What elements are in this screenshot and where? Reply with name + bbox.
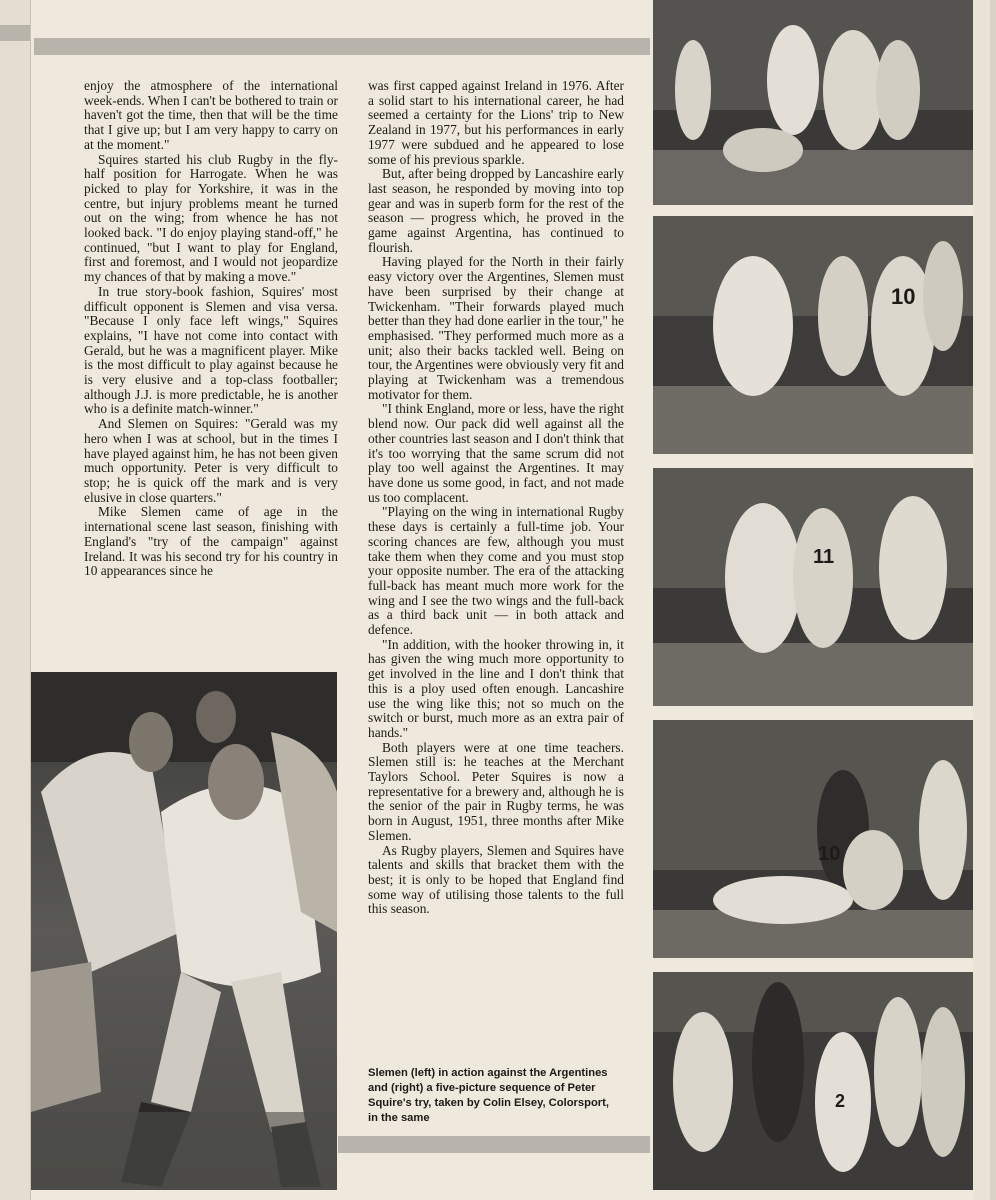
paragraph: enjoy the atmosphere of the international week-ends. When I can't be bothered to train or haven't got the time, then that will be the time that I give up; but I am very happy to carry on at the moment." <box>84 78 338 152</box>
paragraph: Both players were at one time teachers. Slemen still is: he teaches at the Merchant Taylors School. Peter Squires is now a representative for a brewery and, although he is the senior of the pair in Rugby terms, he was born in August, 1951, three months after Mike Slemen. <box>368 739 624 843</box>
sequence-photo-3 <box>653 468 973 706</box>
sequence-photo-1 <box>653 0 973 205</box>
paragraph: "In addition, with the hooker throwing in, it has given the wing much more opportunity to get involved in the line and I don't think that this is a ploy used often enough. Lancashire use the wing like this; not so much on the switch or burst, much more as an extra pair of hands." <box>368 636 624 740</box>
paragraph: "Playing on the wing in international Rugby these days is certainly a full-time job. Your scoring chances are few, although you must take them when they come and you must stop your opposite number. The era of the attacking full-back has meant much more work for the wing and I see the two wings and the full-back as a third back unit — in both attack and defence. <box>368 504 624 638</box>
paragraph: In true story-book fashion, Squires' most difficult opponent is Slemen and visa versa. "Because I only face left wings," Squires explains, "I have not come into contact with Gerald, but he was a magnificent player. Mike is the most difficult to play against because he is very elusive and a top-class footballer; although J.J. is more predictable, he is another who is a definite match-winner." <box>84 283 338 417</box>
sequence-photo-4-image <box>653 720 973 958</box>
paragraph: "I think England, more or less, have the right blend now. Our pack did well against all the other countries last season and I don't think that it's too worrying that the same scrum did not play too well against the Argentines. It may have done us some good, in fact, and not made us too complacent. <box>368 401 624 505</box>
paragraph: Having played for the North in their fairly easy victory over the Argentines, Slemen must have been surprised by their change at Twickenham. "Their forwards played much better than they had done earlier in the tour," he emphasised. "They performed much more as a unit; also their backs tackled well. Being on tour, the Argentines were obviously very fit and playing at Twickenham was a tremendous motivator for them. <box>368 254 624 402</box>
photo-slemen-image <box>31 672 337 1190</box>
article-column-2 <box>368 79 624 917</box>
sequence-photo-3-image <box>653 468 973 706</box>
paragraph: Squires started his club Rugby in the fly-half position for Harrogate. When he was picked to play for Yorkshire, it was in the centre, but injury problems meant he turned out on the wing; from whence he has not looked back. "I do enjoy playing stand-off," he continued, "but I want to play for England, first and foremost, and I would not jeopardize my chances of that by making a move." <box>84 151 338 285</box>
photo-slemen-action <box>31 672 337 1190</box>
sequence-photo-4 <box>653 720 973 958</box>
photo-caption: Slemen (left) in action against the Argentines and (right) a five-picture sequence of Peter Squire's try, taken by Colin Elsey, Colorsport, in the same <box>368 1067 609 1124</box>
paragraph: But, after being dropped by Lancashire early last season, he responded by moving into top gear and was in superb form for the rest of the season — progress which, he proved in the game against Argentina, has continued to flourish. <box>368 166 624 255</box>
sequence-photo-1-image <box>653 0 973 205</box>
sequence-photo-5 <box>653 972 973 1190</box>
header-rule <box>34 38 650 55</box>
sequence-photo-2 <box>653 216 973 454</box>
sequence-photo-2-image <box>653 216 973 454</box>
jersey-number: 2 <box>835 1091 846 1111</box>
paragraph: Mike Slemen came of age in the international scene last season, finishing with England's "try of the campaign" against Ireland. It was his second try for his country in 10 appearances since he <box>84 504 338 579</box>
jersey-number: 10 <box>891 284 916 309</box>
paragraph: As Rugby players, Slemen and Squires have talents and skills that bracket them with the best; it is only to be hoped that England find some way of utilising those talents to the full this season. <box>368 842 624 917</box>
paragraph: was first capped against Ireland in 1976. After a solid start to his international career, he had seemed a certainty for the Lions' trip to New Zealand in 1977, but his performances in early 1977 were subdued and he appeared to lose some of his previous sparkle. <box>368 78 624 167</box>
jersey-number: 11 <box>813 546 835 568</box>
margin-stripe <box>0 25 30 41</box>
page-edge <box>973 0 990 1200</box>
article-column-1 <box>84 79 338 579</box>
footer-rule <box>338 1136 650 1153</box>
jersey-number: 10 <box>818 843 841 865</box>
paragraph: And Slemen on Squires: "Gerald was my hero when I was at school, but in the times I have played against him, he has not been given much opportunity. Peter is very difficult to stop; he is quick off the mark and is very elusive in close quarters." <box>84 416 338 505</box>
sequence-photo-5-image <box>653 972 973 1190</box>
binding-margin <box>0 0 31 1200</box>
